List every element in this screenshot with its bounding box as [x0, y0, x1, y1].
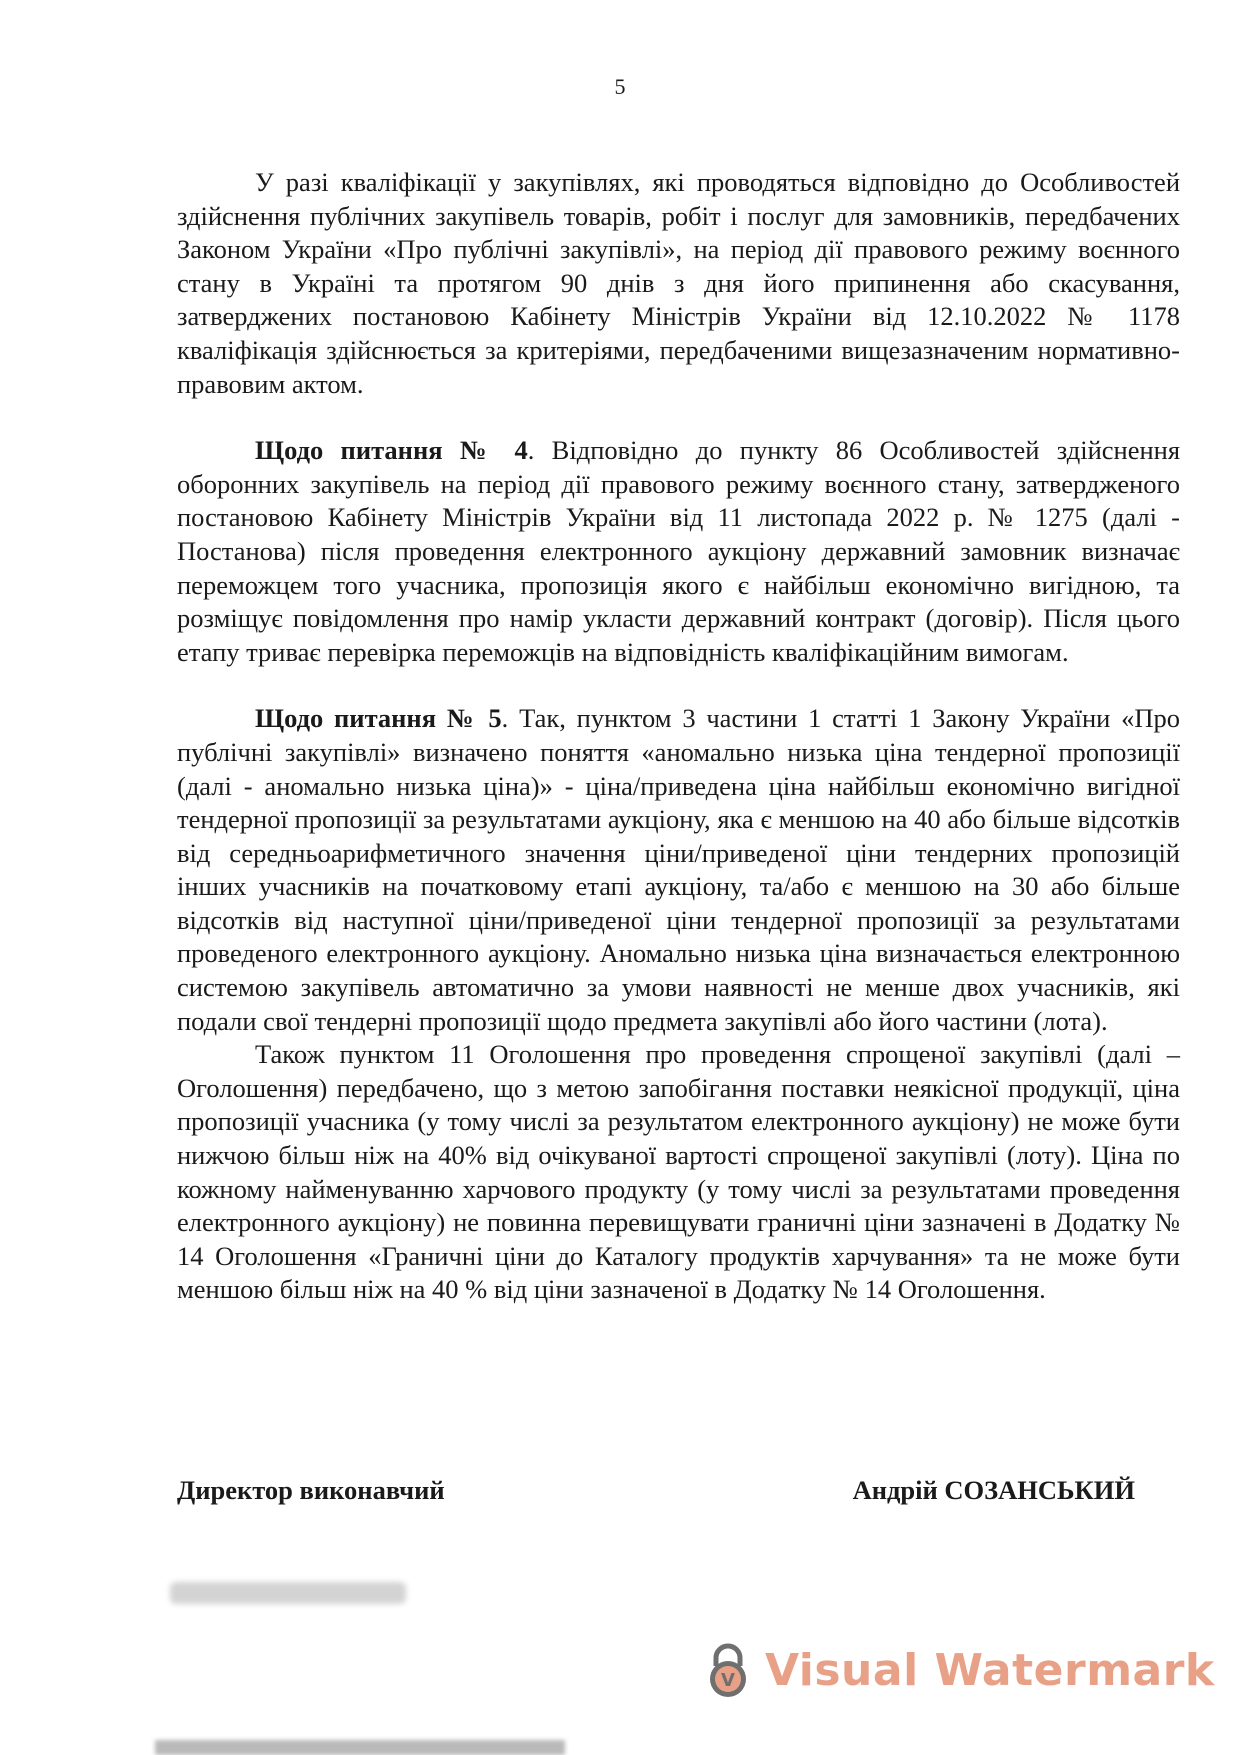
question-5-text: . Так, пунктом 3 частини 1 статті 1 Закону України «Про публічні закупівлі» визначено поняття «аномально низька ціна тендерної пропозиції (далі - аномально низька ціна)» - ціна/приведена ціна найбільш економічно вигідної тендерної пропозиції за результатами аукціону, яка є меншою на 40 або більше відсотків від середньоарифметичного значення ціни/приведеної ціни тендерних пропозицій інших учасників на початковому етапі аукціону, та/або є меншою на 30 або більше відсотків від наступної ціни/приведеної ціни тендерної пропозиції за результатами проведеного електронного аукціону. Аномально низька ціна визначається електронною системою закупівель автоматично за умови наявності не менше двох учасників, які подали свої тендерні пропозиції щодо предмета закупівлі або його частини (лота).	[177, 703, 1180, 1036]
signatory-name: Андрій СОЗАНСЬКИЙ	[852, 1475, 1135, 1505]
question-4-text: . Відповідно до пункту 86 Особливостей здійснення оборонних закупівель на період дії правового режиму воєнного стану, затвердженого постановою Кабінету Міністрів України від 11 листопада 2022 р. № 1275 (далі - Постанова) після проведення електронного аукціону державний замовник визначає переможцем того учасника, пропозиція якого є найбільш економічно вигідною, та розміщує повідомлення про намір укласти державний контракт (договір). Після цього етапу триває перевірка переможців на відповідність кваліфікаційним вимогам.	[177, 435, 1181, 667]
paragraph-question-5	[177, 702, 1180, 1038]
paragraph-question-4	[177, 434, 1180, 669]
letter-body	[177, 166, 1180, 1307]
lock-icon	[703, 1642, 753, 1698]
question-5-heading: Щодо питання № 5	[255, 703, 502, 734]
blurred-footer-bar	[155, 1740, 565, 1755]
svg-text:V: V	[721, 1670, 735, 1691]
watermark	[703, 1638, 1215, 1702]
page-number: 5	[614, 74, 626, 99]
signatory-position: Директор виконавчий	[177, 1475, 445, 1505]
question-4-heading: Щодо питання № 4	[255, 435, 528, 466]
paragraph-qualification: У разі кваліфікації у закупівлях, які проводяться відповідно до Особливостей здійснення публічних закупівель товарів, робіт і послуг для замовників, передбачених Законом України «Про публічні закупівлі», на період дії правового режиму воєнного стану в Україні та протягом 90 днів з дня його припинення або скасування, затверджених постановою Кабінету Міністрів України від 12.10.2022 № 1178 кваліфікація здійснюється за критеріями, передбаченими вищезазначеним нормативно-правовим актом.	[177, 167, 1180, 399]
blurred-reference-number	[170, 1582, 406, 1604]
paragraph-announcement: Також пунктом 11 Оголошення про проведення спрощеної закупівлі (далі – Оголошення) передбачено, що з метою запобігання поставки неякісної продукції, ціна пропозиції учасника (у тому числі за результатом електронного аукціону) не може бути нижчою більш ніж на 40% від очікуваної вартості спрощеної закупівлі (лоту). Ціна по кожному найменуванню харчового продукту (у тому числі за результатами проведення електронного аукціону) не повинна перевищувати граничні ціни зазначені в Додатку № 14 Оголошення «Граничні ціни до Каталогу продуктів харчування» та не може бути меншою більш ніж на 40 % від ціни зазначеної в Додатку № 14 Оголошення.	[177, 1039, 1180, 1305]
watermark-text: Visual Watermark	[765, 1644, 1215, 1696]
